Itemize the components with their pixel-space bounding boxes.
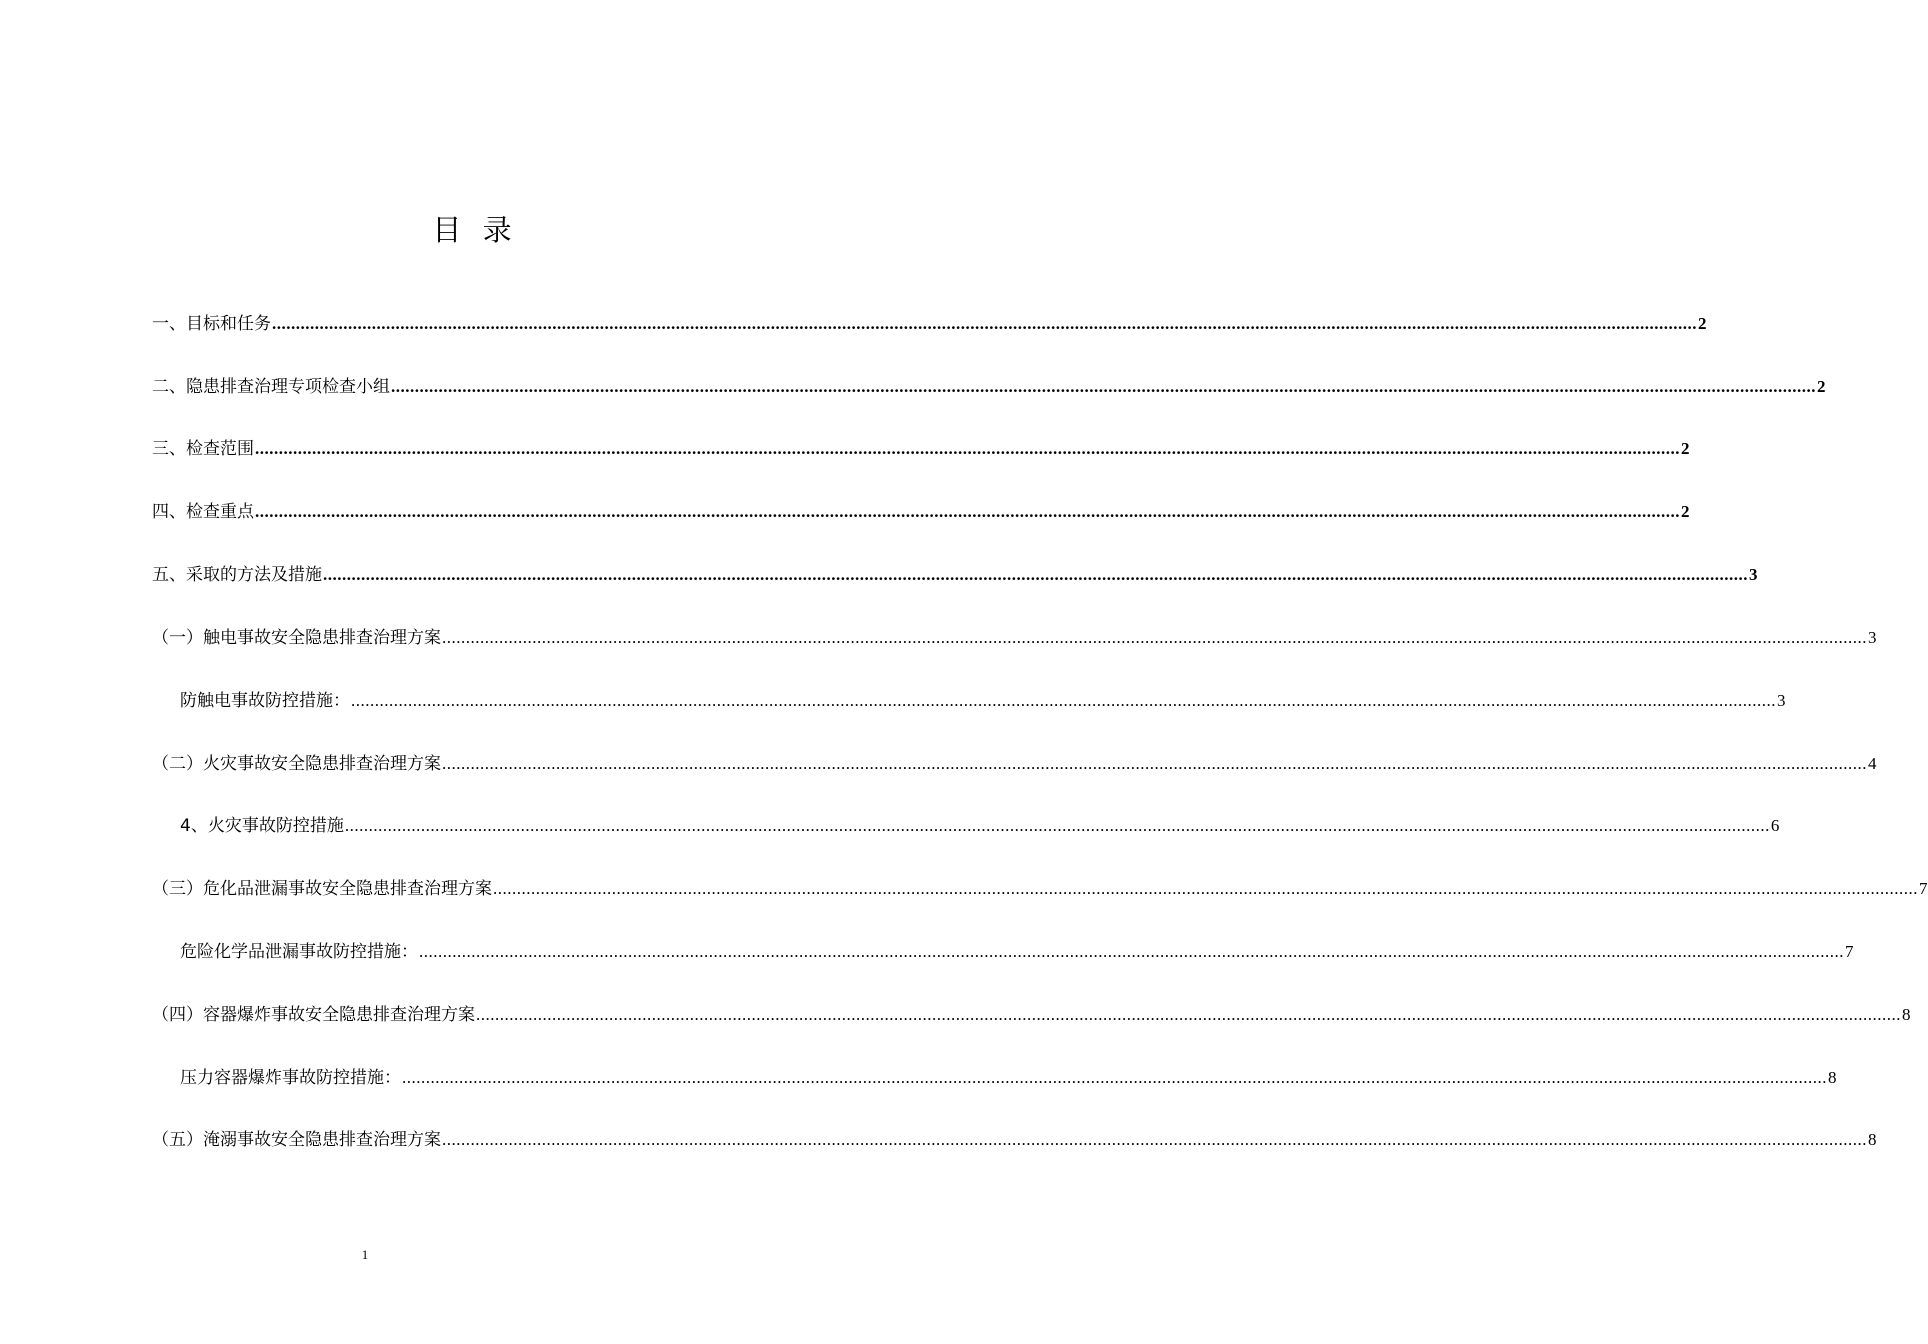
dot-leader: ............................................................................................................................................................................................................................................................................................................ <box>272 314 1697 333</box>
toc-entry-label: （四）容器爆炸事故安全隐患排查治理方案 <box>152 1005 475 1025</box>
toc-entry-page: 3 <box>1777 691 1786 710</box>
toc-title: 目 录 <box>432 213 518 247</box>
dot-leader: ............................................................................................................................................................................................................................................................................................................ <box>442 628 1867 647</box>
dot-leader: ............................................................................................................................................................................................................................................................................................................ <box>402 1068 1827 1087</box>
dot-leader: ............................................................................................................................................................................................................................................................................................................ <box>442 754 1867 773</box>
toc-entry[interactable] <box>180 686 1786 712</box>
page-number: 1 <box>361 1247 369 1262</box>
toc-entry-page: 7 <box>1845 942 1854 961</box>
toc-entry-page: 7 <box>1919 879 1928 898</box>
toc-entry[interactable] <box>152 623 1877 649</box>
toc-entry-label: 三、检查范围 <box>152 439 254 459</box>
toc-entry-label: （二）火灾事故安全隐患排查治理方案 <box>152 754 441 774</box>
toc-entry-page: 8 <box>1828 1068 1837 1087</box>
toc-entry-label: （三）危化品泄漏事故安全隐患排查治理方案 <box>152 879 492 899</box>
dot-leader: ............................................................................................................................................................................................................................................................................................................ <box>442 1130 1867 1149</box>
toc-entry[interactable] <box>152 434 1690 460</box>
toc-entry-page: 2 <box>1681 439 1690 458</box>
toc-entry[interactable] <box>180 1063 1837 1089</box>
toc-entry[interactable] <box>180 937 1854 963</box>
toc-entry-page: 8 <box>1902 1005 1911 1024</box>
dot-leader: ............................................................................................................................................................................................................................................................................................................ <box>419 942 1844 961</box>
toc-entry-label: 4、火灾事故防控措施 <box>180 816 344 836</box>
toc-entry[interactable] <box>180 811 1780 837</box>
toc-entry-page: 4 <box>1868 754 1877 773</box>
toc-entry-page: 6 <box>1770 816 1780 835</box>
dot-leader: ............................................................................................................................................................................................................................................................................................................ <box>476 1005 1901 1024</box>
toc-entry-label: 一、目标和任务 <box>152 314 271 334</box>
dot-leader: ............................................................................................................................................................................................................................................................................................................ <box>344 816 1770 835</box>
toc-entry[interactable] <box>152 372 1826 398</box>
dot-leader: ............................................................................................................................................................................................................................................................................................................ <box>255 502 1680 521</box>
toc-entry-page: 3 <box>1749 565 1758 584</box>
dot-leader: ............................................................................................................................................................................................................................................................................................................ <box>493 879 1918 898</box>
toc-entry-label: 压力容器爆炸事故防控措施： <box>180 1068 401 1088</box>
dot-leader: ............................................................................................................................................................................................................................................................................................................ <box>255 439 1680 458</box>
toc-entry[interactable] <box>152 1000 1911 1026</box>
toc-entry[interactable] <box>152 309 1707 335</box>
toc-entry[interactable] <box>152 497 1690 523</box>
toc-entry[interactable] <box>152 1125 1877 1151</box>
toc-entry-label: （一）触电事故安全隐患排查治理方案 <box>152 628 441 648</box>
dot-leader: ............................................................................................................................................................................................................................................................................................................ <box>351 691 1776 710</box>
toc-entry-label: 四、检查重点 <box>152 502 254 522</box>
toc-entry-label: 危险化学品泄漏事故防控措施： <box>180 942 418 962</box>
toc-entry-page: 8 <box>1868 1130 1877 1149</box>
toc-entry-label: 二、隐患排查治理专项检查小组 <box>152 377 390 397</box>
toc-entry-page: 3 <box>1868 628 1877 647</box>
toc-entry-page: 2 <box>1817 377 1826 396</box>
toc-entry-page: 2 <box>1681 502 1690 521</box>
toc-entry-label: 五、采取的方法及措施 <box>152 565 322 585</box>
dot-leader: ............................................................................................................................................................................................................................................................................................................ <box>391 377 1816 396</box>
toc-entry[interactable] <box>152 874 1928 900</box>
toc-entry-label: （五）淹溺事故安全隐患排查治理方案 <box>152 1130 441 1150</box>
toc-entry-page: 2 <box>1698 314 1707 333</box>
toc-entry-label: 防触电事故防控措施： <box>180 691 350 711</box>
dot-leader: ............................................................................................................................................................................................................................................................................................................ <box>323 565 1748 584</box>
toc-entry[interactable] <box>152 560 1758 586</box>
toc-entry[interactable] <box>152 749 1877 775</box>
